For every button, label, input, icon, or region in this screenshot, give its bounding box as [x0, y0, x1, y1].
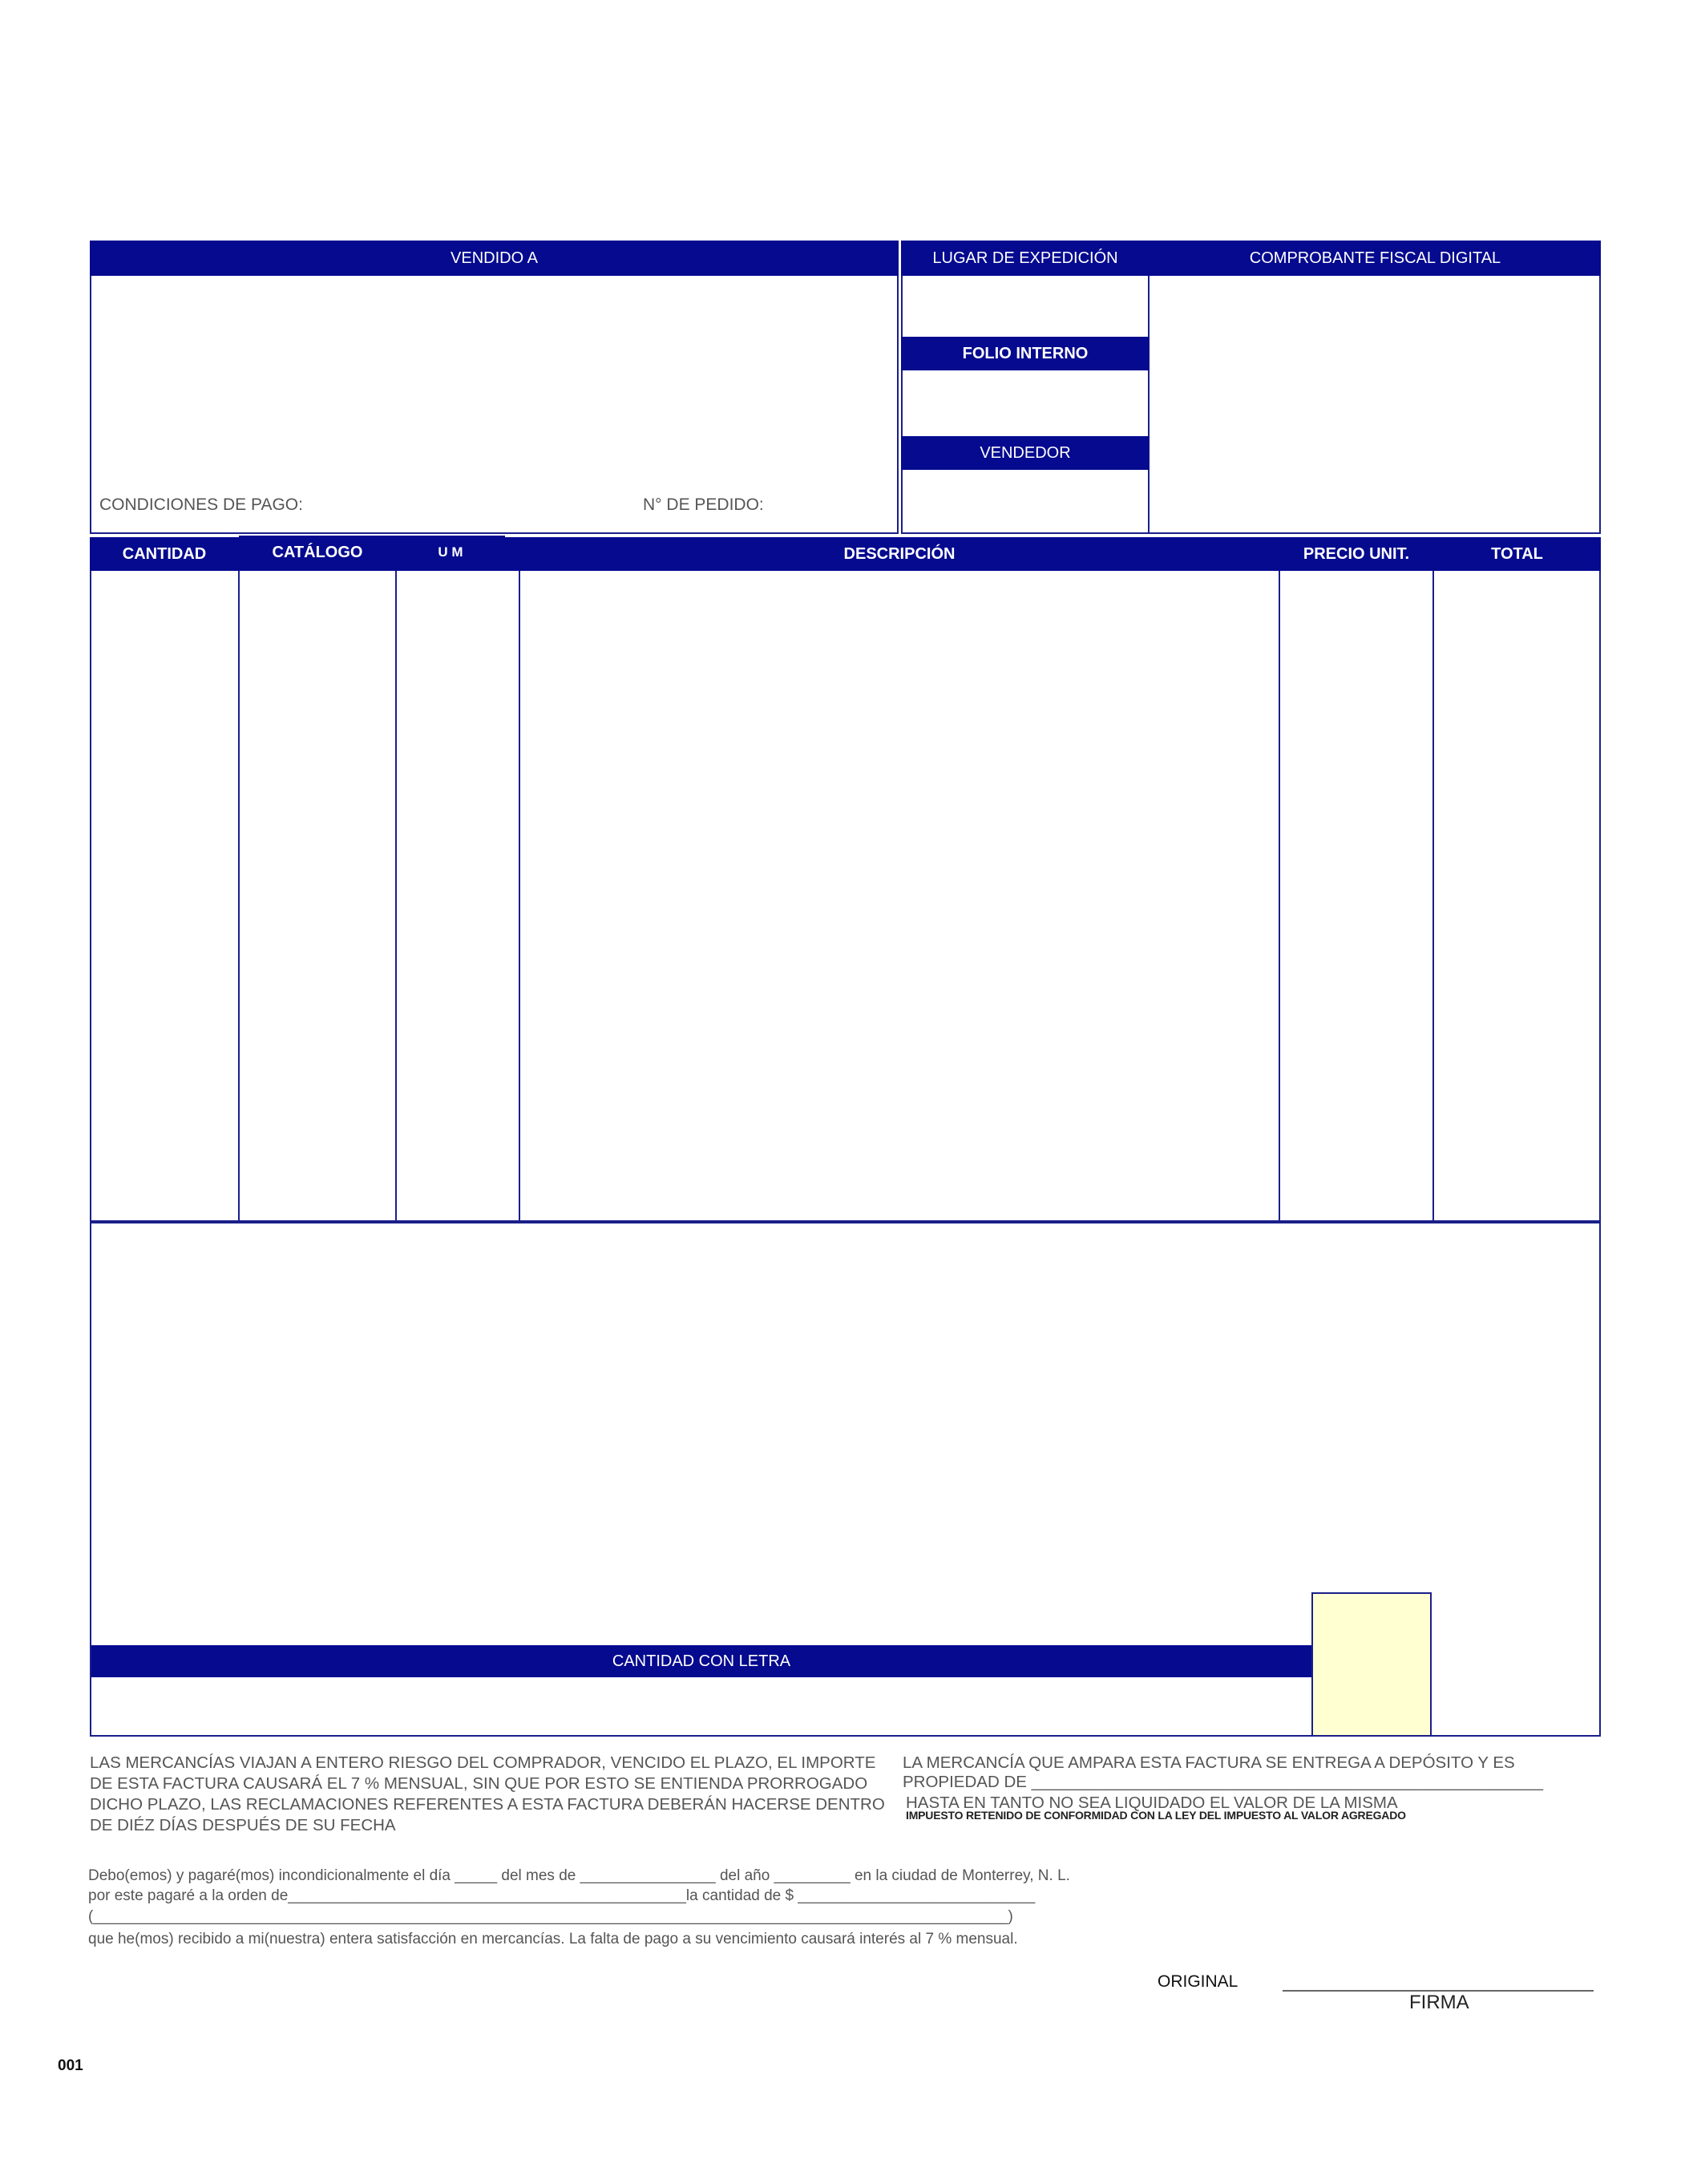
terms-line: LA MERCANCÍA QUE AMPARA ESTA FACTURA SE ENTREGA A DEPÓSITO Y ES [903, 1753, 1515, 1772]
terms-line: HASTA EN TANTO NO SEA LIQUIDADO EL VALOR DE LA MISMA [906, 1794, 1398, 1812]
terms-line: PROPIEDAD DE ________________________________________________________ [903, 1773, 1544, 1791]
total-field[interactable] [1311, 1592, 1432, 1737]
terms-line: DICHO PLAZO, LAS RECLAMACIONES REFERENTES A ESTA FACTURA DEBERÁN HACERSE DENTRO [90, 1795, 885, 1814]
col-divider [238, 571, 240, 1222]
col-total: TOTAL [1433, 537, 1601, 571]
col-divider [395, 571, 397, 1222]
items-table [90, 537, 1601, 1223]
amount-in-words-field[interactable] [91, 1677, 1311, 1735]
fiscal-receipt-header: COMPROBANTE FISCAL DIGITAL [1150, 241, 1601, 276]
col-unit: U M [396, 536, 505, 569]
promissory-line-2: por este pagaré a la orden de_______________________________________________la cantidad de $ ____________________________ [88, 1887, 1036, 1904]
col-catalog: CATÁLOGO [239, 536, 396, 569]
internal-folio-header: FOLIO INTERNO [901, 337, 1150, 370]
col-divider [519, 571, 520, 1222]
promissory-line-4: que he(mos) recibido a mi(nuestra) entera satisfacción en mercancías. La falta de pago a su vencimiento causará interés al 7 % mensual. [88, 1931, 1018, 1947]
terms-left [90, 1753, 885, 1836]
signature-label: FIRMA [1409, 1992, 1469, 2013]
issue-divider [1148, 276, 1150, 534]
vat-note: IMPUESTO RETENIDO DE CONFORMIDAD CON LA LEY DEL IMPUESTO AL VALOR AGREGADO [906, 1809, 1406, 1822]
amount-in-words-header: CANTIDAD CON LETRA [91, 1645, 1311, 1677]
terms-line: DE ESTA FACTURA CAUSARÁ EL 7 % MENSUAL, SIN QUE POR ESTO SE ENTIENDA PRORROGADO [90, 1774, 868, 1793]
col-description: DESCRIPCIÓN [519, 537, 1279, 571]
col-unit-price: PRECIO UNIT. [1279, 537, 1433, 571]
form-number: 001 [58, 2057, 83, 2074]
promissory-line-1: Debo(emos) y pagaré(mos) incondicionalmente el día _____ del mes de ________________ del año _________ en la ciudad de Monterrey, N. L. [88, 1867, 1070, 1884]
terms-line: LAS MERCANCÍAS VIAJAN A ENTERO RIESGO DEL COMPRADOR, VENCIDO EL PLAZO, EL IMPORTE [90, 1753, 876, 1772]
terms-right [903, 1753, 1543, 1814]
sold-to-header: VENDIDO A [90, 241, 899, 276]
col-divider [1432, 571, 1434, 1222]
sold-to-box [90, 241, 899, 534]
col-divider [1279, 571, 1280, 1222]
issue-info-box [901, 241, 1601, 534]
order-number-label: N° DE PEDIDO: [643, 495, 764, 514]
seller-header: VENDEDOR [901, 436, 1150, 470]
promissory-line-3: (____________________________________________________________________________________________________________) [88, 1908, 1013, 1925]
payment-terms-label: CONDICIONES DE PAGO: [99, 495, 303, 514]
terms-line: DE DIÉZ DÍAS DESPUÉS DE SU FECHA [90, 1816, 396, 1834]
place-of-issue-header: LUGAR DE EXPEDICIÓN [901, 241, 1150, 276]
copy-label: ORIGINAL [1158, 1972, 1238, 1991]
col-quantity: CANTIDAD [90, 537, 239, 571]
